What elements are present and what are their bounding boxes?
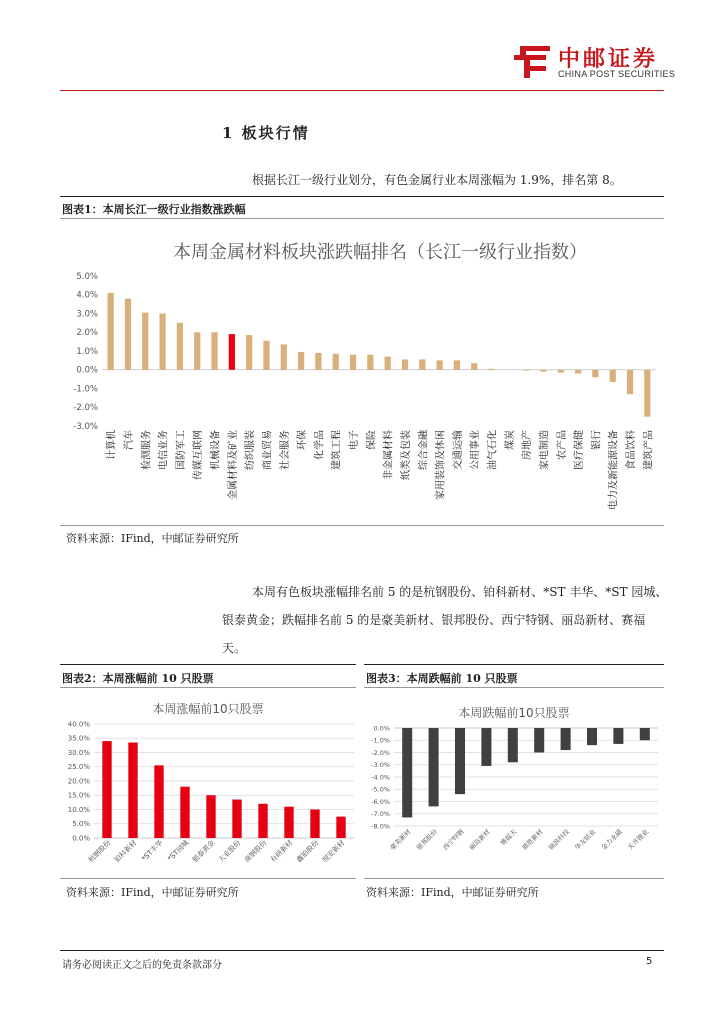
bar xyxy=(488,369,494,370)
bar xyxy=(419,359,425,369)
x-tick-label: 化学品 xyxy=(314,430,326,460)
figure1-top-rule xyxy=(60,196,664,197)
brand-logo xyxy=(510,42,680,82)
bar xyxy=(558,370,564,373)
x-tick-label: 有研新材 xyxy=(268,838,295,865)
x-tick-label: 纺织服装 xyxy=(245,430,257,470)
bar xyxy=(575,370,581,374)
x-tick-label: 商业贸易 xyxy=(262,430,274,470)
bar xyxy=(125,299,131,370)
y-tick-label: -1.0% xyxy=(371,736,390,745)
x-tick-label: 油气石化 xyxy=(487,430,499,470)
x-tick-label: 建筑产品 xyxy=(643,430,655,470)
figure2-top-rule xyxy=(60,664,356,665)
x-tick-label: 建筑工程 xyxy=(331,430,343,470)
y-tick-label: 3.0% xyxy=(76,309,98,320)
x-tick-label: 银泰黄金 xyxy=(190,838,217,865)
x-tick-label: 汽车 xyxy=(123,430,135,450)
footer-disclaimer: 请务必阅读正文之后的免责条款部分 xyxy=(62,960,222,971)
chart3-plot xyxy=(364,720,664,876)
bar xyxy=(640,728,650,740)
bar xyxy=(310,810,319,839)
bar xyxy=(455,728,465,794)
figure3-label-rule xyxy=(364,687,664,688)
x-tick-label: 国防军工 xyxy=(175,430,187,470)
figure3-top-rule xyxy=(364,664,664,665)
bar xyxy=(154,765,163,838)
x-tick-label: 纸类及包装 xyxy=(400,430,412,480)
y-tick-label: 30.0% xyxy=(67,748,90,757)
bar xyxy=(246,335,252,370)
paragraph-2-line-2: 银泰黄金；跌幅排名前 5 的是豪美新材、银邦股份、西宁特钢、丽岛新材、赛福 xyxy=(222,613,646,627)
bar xyxy=(592,370,598,378)
bar xyxy=(108,293,114,370)
china-post-emblem-icon xyxy=(510,42,552,82)
x-tick-label: 传媒互联网 xyxy=(193,430,205,480)
y-tick-label: 35.0% xyxy=(67,734,90,743)
x-tick-label: 机械设备 xyxy=(210,430,222,470)
x-tick-label: 环保 xyxy=(297,430,309,450)
x-tick-label: 电子 xyxy=(349,430,361,450)
x-tick-label: 金属材料及矿业 xyxy=(227,430,239,500)
y-tick-label: -6.0% xyxy=(371,797,390,806)
y-tick-label: -1.0% xyxy=(73,384,98,395)
bar xyxy=(627,370,633,394)
bar xyxy=(367,355,373,370)
x-tick-label: 电信业务 xyxy=(158,430,170,470)
y-tick-label: -4.0% xyxy=(371,773,390,782)
bar xyxy=(610,370,616,382)
x-tick-label: 金力永磁 xyxy=(599,827,624,852)
y-tick-label: -3.0% xyxy=(73,421,98,432)
x-tick-label: 大业股份 xyxy=(216,838,243,865)
bar xyxy=(508,728,518,762)
bar xyxy=(481,728,491,766)
bar xyxy=(177,323,183,370)
figure1-bottom-rule xyxy=(60,525,664,526)
y-tick-label: 0.0% xyxy=(76,365,98,376)
x-tick-label: 鼎胜新材 xyxy=(520,827,545,852)
x-tick-label: 房地产 xyxy=(522,430,534,460)
bar xyxy=(229,334,235,370)
x-tick-label: 电力及新能源设备 xyxy=(608,430,620,510)
x-tick-label: 医疗保健 xyxy=(574,430,586,470)
x-tick-label: 南钢股份 xyxy=(242,838,269,865)
footer-divider xyxy=(60,950,664,951)
x-tick-label: 家用装饰及休闲 xyxy=(435,430,447,500)
chart1-plot xyxy=(60,262,664,524)
bar xyxy=(232,800,241,838)
bar xyxy=(336,817,345,838)
paragraph-1: 根据长江一级行业划分，有色金属行业本周涨幅为 1.9%，排名第 8。 xyxy=(252,173,622,187)
x-tick-label: 华友钴业 xyxy=(573,827,598,852)
figure2-label-rule xyxy=(60,687,356,688)
bar xyxy=(587,728,597,745)
figure1-label-rule xyxy=(60,218,664,219)
y-tick-label: 40.0% xyxy=(67,720,90,729)
figure1-source: 资料来源：IFind，中邮证券研究所 xyxy=(66,532,239,545)
x-tick-label: 悦安新材 xyxy=(320,838,347,865)
x-tick-label: 家电制造 xyxy=(539,430,551,470)
figure3-source: 资料来源：IFind，中邮证券研究所 xyxy=(366,886,539,899)
x-tick-label: 豪美新材 xyxy=(388,827,413,852)
brand-name-cn: 中邮证券 xyxy=(558,47,659,72)
bar xyxy=(429,728,439,806)
figure1-label: 图表1：本周长江一级行业指数涨跌幅 xyxy=(62,203,246,216)
chart2-plot xyxy=(60,716,356,876)
page-number: 5 xyxy=(646,956,653,967)
x-tick-label: 农产品 xyxy=(556,430,568,460)
bar xyxy=(194,332,200,370)
x-tick-label: 计算机 xyxy=(106,430,118,460)
x-tick-label: 社会服务 xyxy=(279,430,291,470)
y-tick-label: -3.0% xyxy=(371,761,390,770)
x-tick-label: 银邦股份 xyxy=(414,827,440,852)
bar xyxy=(385,357,391,370)
x-tick-label: 保险 xyxy=(366,430,378,450)
bar xyxy=(142,313,148,370)
bar xyxy=(540,370,546,372)
bar xyxy=(436,360,442,369)
x-tick-label: 铂科新材 xyxy=(112,838,139,865)
x-tick-label: 交通运输 xyxy=(452,430,464,470)
bar xyxy=(561,728,571,750)
y-tick-label: 5.0% xyxy=(76,271,98,282)
bar xyxy=(284,807,293,838)
header-divider xyxy=(60,90,664,91)
x-tick-label: 公用事业 xyxy=(470,430,482,470)
x-tick-label: 非金属材料 xyxy=(383,430,395,480)
y-tick-label: 2.0% xyxy=(76,328,98,339)
y-tick-label: 0.0% xyxy=(72,834,90,843)
y-tick-label: -5.0% xyxy=(371,785,390,794)
y-tick-label: -2.0% xyxy=(73,403,98,414)
bar xyxy=(128,743,137,838)
x-tick-label: 检测服务 xyxy=(141,430,153,470)
x-tick-label: 银行 xyxy=(591,430,603,450)
paragraph-2-line-1: 本周有色板块涨幅排名前 5 的是杭钢股份、铂科新材、*ST 丰华、*ST 园城、 xyxy=(252,585,668,599)
y-tick-label: 20.0% xyxy=(67,777,90,786)
bar xyxy=(180,787,189,838)
x-tick-label: *ST丰华 xyxy=(140,838,165,863)
x-tick-label: 天齐锂业 xyxy=(626,827,651,852)
bar xyxy=(613,728,623,744)
x-tick-label: 综合金融 xyxy=(418,430,430,470)
bar xyxy=(258,804,267,838)
brand-name-en: CHINA POST SECURITIES xyxy=(558,69,676,79)
bar xyxy=(471,363,477,370)
figure2-source: 资料来源：IFind，中邮证券研究所 xyxy=(66,886,239,899)
bar xyxy=(298,352,304,370)
bar xyxy=(333,354,339,370)
figure2-bottom-rule xyxy=(60,878,356,879)
bar xyxy=(523,370,529,371)
section-title: 1 板块行情 xyxy=(222,124,310,142)
bar xyxy=(211,332,217,370)
y-tick-label: -7.0% xyxy=(371,810,390,819)
figure3-label: 图表3：本周跌幅前 10 只股票 xyxy=(366,672,518,685)
y-tick-label: -8.0% xyxy=(371,822,390,831)
y-tick-label: 15.0% xyxy=(67,791,90,800)
x-tick-label: 锦浪科技 xyxy=(546,827,572,852)
chart2-title: 本周涨幅前10只股票 xyxy=(152,702,264,716)
x-tick-label: 煤炭 xyxy=(504,430,516,450)
y-tick-label: 1.0% xyxy=(76,346,98,357)
bar xyxy=(454,360,460,369)
y-tick-label: 5.0% xyxy=(72,820,90,829)
x-tick-label: *ST园城 xyxy=(166,838,191,863)
y-tick-label: 25.0% xyxy=(67,763,90,772)
figure2-label: 图表2：本周涨幅前 10 只股票 xyxy=(62,672,214,685)
x-tick-label: 杭钢股份 xyxy=(86,838,113,865)
figure3-bottom-rule xyxy=(364,878,664,879)
bar xyxy=(402,728,412,817)
x-tick-label: 赛福天 xyxy=(498,827,519,848)
chart1-title: 本周金属材料板块涨跌幅排名（长江一级行业指数） xyxy=(173,242,587,263)
chart3-title: 本周跌幅前10只股票 xyxy=(458,706,570,720)
paragraph-2-line-3: 天。 xyxy=(222,641,247,655)
x-tick-label: 西宁特钢 xyxy=(441,827,466,852)
bar xyxy=(534,728,544,753)
y-tick-label: 0.0% xyxy=(373,724,390,733)
x-tick-label: 食品饮料 xyxy=(626,430,638,470)
bar xyxy=(644,370,650,417)
y-tick-label: -2.0% xyxy=(371,748,390,757)
bar xyxy=(263,341,269,370)
x-tick-label: 鑫铂股份 xyxy=(294,838,321,865)
bar xyxy=(206,795,215,838)
bar xyxy=(315,353,321,370)
bar xyxy=(159,314,165,370)
x-tick-label: 丽岛新材 xyxy=(467,827,492,852)
y-tick-label: 10.0% xyxy=(67,805,90,814)
bar xyxy=(402,359,408,369)
y-tick-label: 4.0% xyxy=(76,290,98,301)
bar xyxy=(350,355,356,370)
bar xyxy=(102,741,111,838)
bar xyxy=(281,344,287,369)
